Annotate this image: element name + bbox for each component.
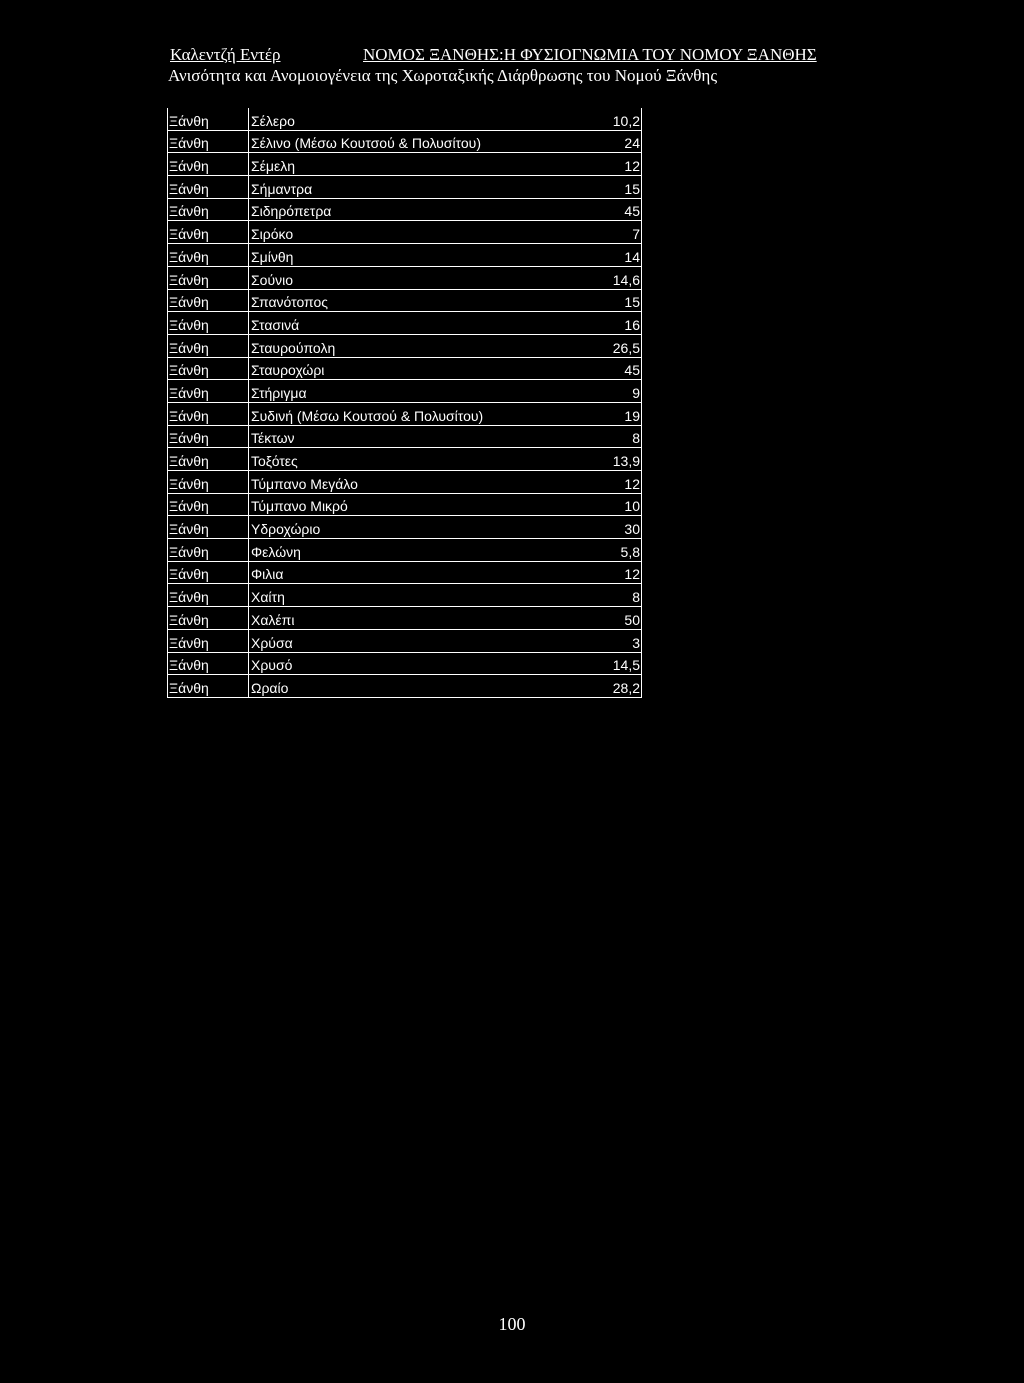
value-cell: 45 (559, 198, 642, 221)
place-cell: Τύμπανο Μικρό (249, 493, 560, 516)
table-row (168, 425, 642, 448)
value-cell: 28,2 (559, 675, 642, 698)
place-cell: Χαλέπι (249, 607, 560, 630)
region-cell: Ξάνθη (168, 629, 249, 652)
place-cell: Τέκτων (249, 425, 560, 448)
value-cell: 8 (559, 425, 642, 448)
value-cell: 7 (559, 221, 642, 244)
value-cell: 12 (559, 153, 642, 176)
table-row (168, 221, 642, 244)
page-number: 100 (498, 1314, 526, 1334)
place-cell: Σμίνθη (249, 244, 560, 267)
region-cell: Ξάνθη (168, 584, 249, 607)
place-cell: Σήμαντρα (249, 176, 560, 199)
place-cell: Σιρόκο (249, 221, 560, 244)
place-cell: Χρύσα (249, 629, 560, 652)
page-header (170, 44, 870, 86)
place-cell: Τοξότες (249, 448, 560, 471)
value-cell: 9 (559, 380, 642, 403)
region-cell: Ξάνθη (168, 516, 249, 539)
table-row (168, 334, 642, 357)
value-cell: 19 (559, 402, 642, 425)
region-cell: Ξάνθη (168, 448, 249, 471)
place-cell: Σταυρούπολη (249, 334, 560, 357)
place-cell: Ωραίο (249, 675, 560, 698)
region-cell: Ξάνθη (168, 425, 249, 448)
region-cell: Ξάνθη (168, 153, 249, 176)
table-row (168, 493, 642, 516)
value-cell: 8 (559, 584, 642, 607)
value-cell: 13,9 (559, 448, 642, 471)
table-row (168, 198, 642, 221)
table-row (168, 539, 642, 562)
region-cell: Ξάνθη (168, 607, 249, 630)
table-row (168, 130, 642, 153)
table-row (168, 289, 642, 312)
value-cell: 26,5 (559, 334, 642, 357)
region-cell: Ξάνθη (168, 539, 249, 562)
table-row (168, 357, 642, 380)
table-row (168, 629, 642, 652)
region-cell: Ξάνθη (168, 244, 249, 267)
region-cell: Ξάνθη (168, 221, 249, 244)
table-row (168, 561, 642, 584)
place-cell: Στήριγμα (249, 380, 560, 403)
value-cell: 14,6 (559, 266, 642, 289)
place-cell: Σέλερο (249, 108, 560, 130)
value-cell: 24 (559, 130, 642, 153)
value-cell: 12 (559, 471, 642, 494)
place-cell: Χρυσό (249, 652, 560, 675)
region-cell: Ξάνθη (168, 108, 249, 130)
place-cell: Σιδηρόπετρα (249, 198, 560, 221)
value-cell: 50 (559, 607, 642, 630)
region-cell: Ξάνθη (168, 357, 249, 380)
value-cell: 10,2 (559, 108, 642, 130)
region-cell: Ξάνθη (168, 176, 249, 199)
value-cell: 16 (559, 312, 642, 335)
region-cell: Ξάνθη (168, 334, 249, 357)
region-cell: Ξάνθη (168, 380, 249, 403)
table-row (168, 108, 642, 130)
table-row (168, 312, 642, 335)
table-row (168, 675, 642, 698)
table-row (168, 244, 642, 267)
place-cell: Τύμπανο Μεγάλο (249, 471, 560, 494)
region-cell: Ξάνθη (168, 312, 249, 335)
value-cell: 12 (559, 561, 642, 584)
place-cell: Στασινά (249, 312, 560, 335)
value-cell: 14,5 (559, 652, 642, 675)
place-cell: Χαίτη (249, 584, 560, 607)
place-cell: Σούνιο (249, 266, 560, 289)
author-name: Καλεντζή Εντέρ (170, 45, 281, 64)
header-line (170, 44, 870, 65)
region-cell: Ξάνθη (168, 130, 249, 153)
table-row (168, 153, 642, 176)
table-row (168, 266, 642, 289)
place-cell: Φελώνη (249, 539, 560, 562)
place-cell: Φιλια (249, 561, 560, 584)
place-cell: Υδροχώριο (249, 516, 560, 539)
region-cell: Ξάνθη (168, 266, 249, 289)
value-cell: 15 (559, 289, 642, 312)
region-cell: Ξάνθη (168, 561, 249, 584)
value-cell: 15 (559, 176, 642, 199)
region-cell: Ξάνθη (168, 402, 249, 425)
table-row (168, 584, 642, 607)
running-title: ΝΟΜΟΣ ΞΑΝΘΗΣ:Η ΦΥΣΙΟΓΝΩΜΙΑ ΤΟΥ ΝΟΜΟΥ ΞΑΝΘΗΣ (363, 45, 817, 64)
table-row (168, 176, 642, 199)
place-cell: Σταυροχώρι (249, 357, 560, 380)
region-cell: Ξάνθη (168, 675, 249, 698)
value-cell: 45 (559, 357, 642, 380)
value-cell: 3 (559, 629, 642, 652)
region-cell: Ξάνθη (168, 493, 249, 516)
table-row (168, 402, 642, 425)
place-cell: Σπανότοπος (249, 289, 560, 312)
region-cell: Ξάνθη (168, 198, 249, 221)
table-row (168, 471, 642, 494)
value-cell: 14 (559, 244, 642, 267)
place-cell: Σέμελη (249, 153, 560, 176)
place-cell: Σέλινο (Μέσω Κουτσού & Πολυσίτου) (249, 130, 560, 153)
table-row (168, 380, 642, 403)
table-row (168, 607, 642, 630)
region-cell: Ξάνθη (168, 289, 249, 312)
table-row (168, 448, 642, 471)
value-cell: 30 (559, 516, 642, 539)
header-subtitle: Ανισότητα και Ανομοιογένεια της Χωροταξικής Διάρθρωσης του Νομού Ξάνθης (168, 66, 718, 85)
value-cell: 5,8 (559, 539, 642, 562)
table-row (168, 516, 642, 539)
table-row (168, 652, 642, 675)
value-cell: 10 (559, 493, 642, 516)
distances-table (167, 108, 642, 698)
region-cell: Ξάνθη (168, 471, 249, 494)
table-body (168, 108, 642, 697)
region-cell: Ξάνθη (168, 652, 249, 675)
place-cell: Συδινή (Μέσω Κουτσού & Πολυσίτου) (249, 402, 560, 425)
